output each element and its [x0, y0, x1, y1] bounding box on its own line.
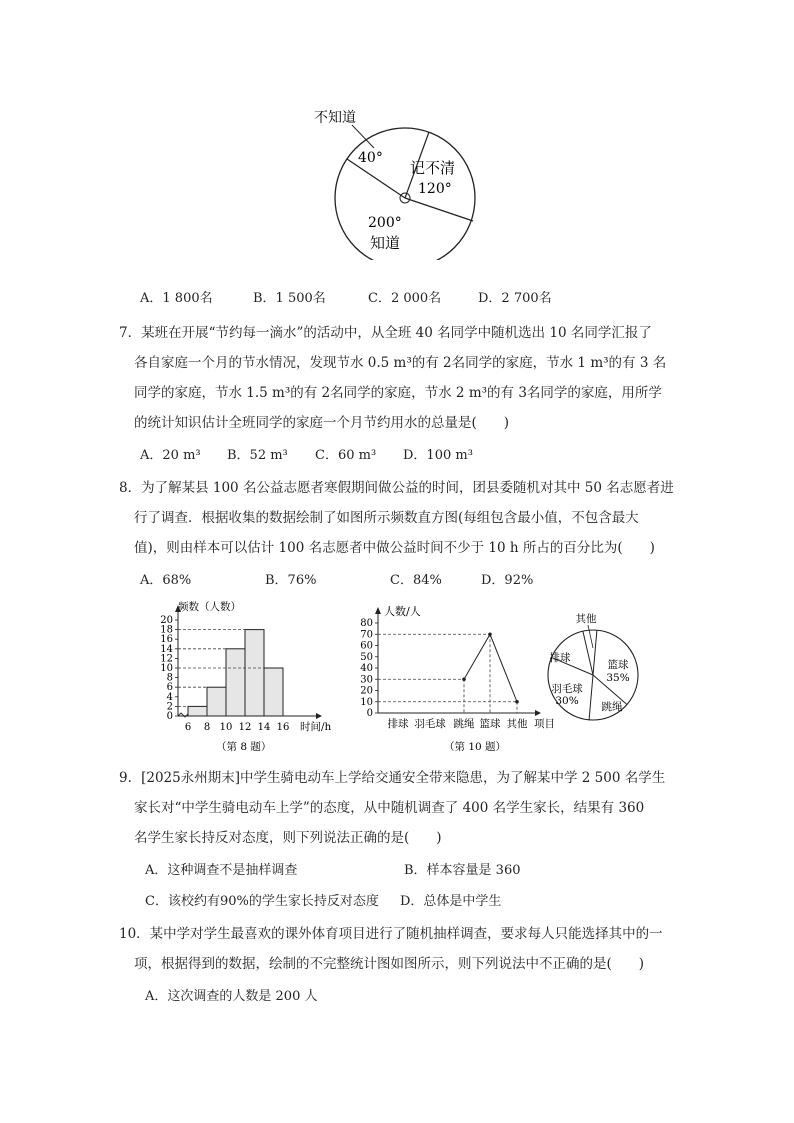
q6-angle-forgot: 120°: [418, 181, 452, 197]
x-category-label: 排球: [387, 718, 409, 730]
q9-stem-line: 名学生家长持反对态度，则下列说法正确的是( ): [134, 830, 442, 846]
pie-slice-label: 跳绳: [601, 701, 623, 713]
q8-stem-line: 行了调查．根据收集的数据绘制了如图所示频数直方图(每组包含最小值，不包含最大: [134, 510, 639, 526]
chart-caption: （第 8 题）: [216, 741, 272, 753]
x-tick-label: 12: [238, 722, 252, 733]
x-category-label: 羽毛球: [414, 718, 446, 730]
x-category-label: 跳绳: [453, 718, 475, 730]
data-point: [488, 632, 492, 636]
y-tick-label: 14: [160, 643, 173, 655]
x-category-label: 其他: [506, 718, 528, 730]
q10-line-chart: [348, 598, 563, 756]
q6-pie-radius: [405, 198, 473, 221]
pie-slice-label: 羽毛球: [551, 683, 583, 695]
y-tick-label: 30: [360, 674, 373, 686]
x-axis-arrow: [316, 713, 322, 719]
q6-label-know: 知道: [370, 234, 401, 252]
q9-option-d[interactable]: D．总体是中学生: [400, 894, 502, 909]
y-tick-label: 40: [360, 663, 373, 674]
data-point: [515, 700, 519, 704]
y-tick-label: 70: [360, 629, 373, 641]
q7-stem-line: 7．某班在开展“节约每一滴水”的活动中，从全班 40 名同学中随机选出 10 名同学汇报了: [119, 325, 652, 341]
y-tick-label: 2: [166, 701, 173, 713]
y-axis-arrow: [375, 607, 381, 614]
q9-option-a[interactable]: A．这种调查不是抽样调查: [145, 863, 298, 878]
histogram-bar: [226, 649, 245, 716]
x-tick-label: 8: [203, 722, 211, 733]
q6-option-c[interactable]: C．2 000名: [368, 291, 442, 306]
pie-slice-label: 排球: [549, 652, 571, 664]
y-tick-label: 60: [360, 640, 373, 652]
q6-label-forgot: 记不清: [410, 159, 456, 177]
q9-option-c[interactable]: C．该校约有90%的学生家长持反对态度: [145, 894, 379, 909]
q10-stem-line: 10．某中学对学生最喜欢的课外体育项目进行了随机抽样调查，要求每人只能选择其中的一: [119, 926, 663, 942]
q6-angle-know: 200°: [368, 215, 402, 231]
q6-angle-unknown: 40°: [358, 150, 383, 166]
x-category-label: 篮球: [479, 718, 501, 730]
q6-option-b[interactable]: B．1 500名: [253, 291, 326, 306]
q10-option-a[interactable]: A．这次调查的人数是 200 人: [145, 989, 318, 1004]
y-tick-label: 4: [166, 691, 173, 703]
pie-slice-value: 30%: [555, 695, 579, 707]
q7-option-c[interactable]: C．60 m³: [315, 448, 377, 463]
y-tick-label: 18: [160, 624, 173, 636]
x-tick-label: 14: [257, 722, 271, 733]
y-tick-label: 12: [160, 653, 173, 665]
x-axis-label: 时间/h: [300, 721, 332, 733]
series-line: [464, 634, 517, 702]
y-tick-label: 6: [166, 682, 173, 694]
y-tick-label: 10: [360, 696, 373, 708]
q8-histogram: [138, 598, 368, 756]
x-axis-label: 项目: [534, 718, 555, 730]
x-tick-label: 6: [184, 722, 192, 733]
q7-option-b[interactable]: B．52 m³: [227, 448, 288, 463]
q6-pie-circle: [335, 128, 475, 260]
q7-stem-line: 各自家庭一个月的节水情况，发现节水 0.5 m³的有 2名同学的家庭，节水 1 m³的有 3 名: [134, 355, 667, 371]
histogram-bar: [207, 687, 226, 716]
chart-caption: （第 10 题）: [444, 741, 507, 753]
y-tick-label: 8: [166, 672, 173, 684]
q7-option-a[interactable]: A．20 m³: [140, 448, 201, 463]
q8-stem-line: 值)，则由样本可以估计 100 名志愿者中做公益时间不少于 10 h 所占的百分比为( ): [134, 540, 655, 556]
q8-option-d[interactable]: D．92%: [481, 573, 534, 588]
q7-option-d[interactable]: D．100 m³: [403, 448, 473, 463]
q7-stem-line: 同学的家庭，节水 1.5 m³的有 2名同学的家庭，节水 2 m³的有 3名同学的家庭，用所学: [134, 385, 662, 401]
y-tick-label: 0: [366, 708, 373, 719]
q8-option-c[interactable]: C．84%: [390, 573, 442, 588]
q8-option-b[interactable]: B．76%: [265, 573, 317, 588]
y-tick-label: 20: [160, 615, 173, 626]
q9-stem-line: 9．[2025永州期末]中学生骑电动车上学给交通安全带来隐患，为了解某中学 2 500 名学生: [119, 770, 666, 786]
histogram-bar: [245, 630, 264, 716]
pie-slice-label: 篮球: [607, 659, 629, 671]
y-tick-label: 16: [160, 634, 173, 646]
q9-stem-line: 家长对“中学生骑电动车上学”的态度，从中随机调查了 400 名学生家长，结果有 360: [134, 800, 645, 816]
pie-slice-value: 35%: [606, 672, 630, 684]
y-tick-label: 10: [160, 663, 173, 674]
pie-slice-label: 其他: [575, 613, 597, 625]
histogram-bar: [264, 668, 283, 716]
q6-pie-chart: [300, 100, 500, 260]
q10-pie-chart: [538, 603, 653, 733]
q8-option-a[interactable]: A．68%: [140, 573, 192, 588]
histogram-bar: [188, 706, 207, 716]
y-tick-label: 0: [166, 711, 173, 722]
q6-option-d[interactable]: D．2 700名: [478, 291, 552, 306]
q10-stem-line: 项，根据得到的数据，绘制的不完整统计图如图所示，则下列说法中不正确的是( ): [134, 956, 645, 972]
y-tick-label: 20: [360, 685, 373, 697]
q6-option-a[interactable]: A．1 800名: [140, 291, 213, 306]
q8-stem-line: 8．为了解某县 100 名公益志愿者寒假期间做公益的时间，团县委随机对其中 50 名志愿者进: [119, 480, 674, 496]
x-tick-label: 16: [276, 722, 290, 733]
x-tick-label: 10: [219, 722, 233, 733]
q9-option-b[interactable]: B．样本容量是 360: [404, 863, 521, 878]
q7-stem-line: 的统计知识估计全班同学的家庭一个月节约用水的总量是( ): [134, 415, 510, 431]
y-tick-label: 80: [360, 618, 373, 629]
data-point: [462, 677, 466, 681]
y-axis-label: 频数（人数）: [178, 601, 241, 613]
y-tick-label: 50: [360, 651, 373, 663]
q6-label-unknown: 不知道: [314, 110, 356, 126]
y-axis-label: 人数/人: [384, 605, 421, 618]
